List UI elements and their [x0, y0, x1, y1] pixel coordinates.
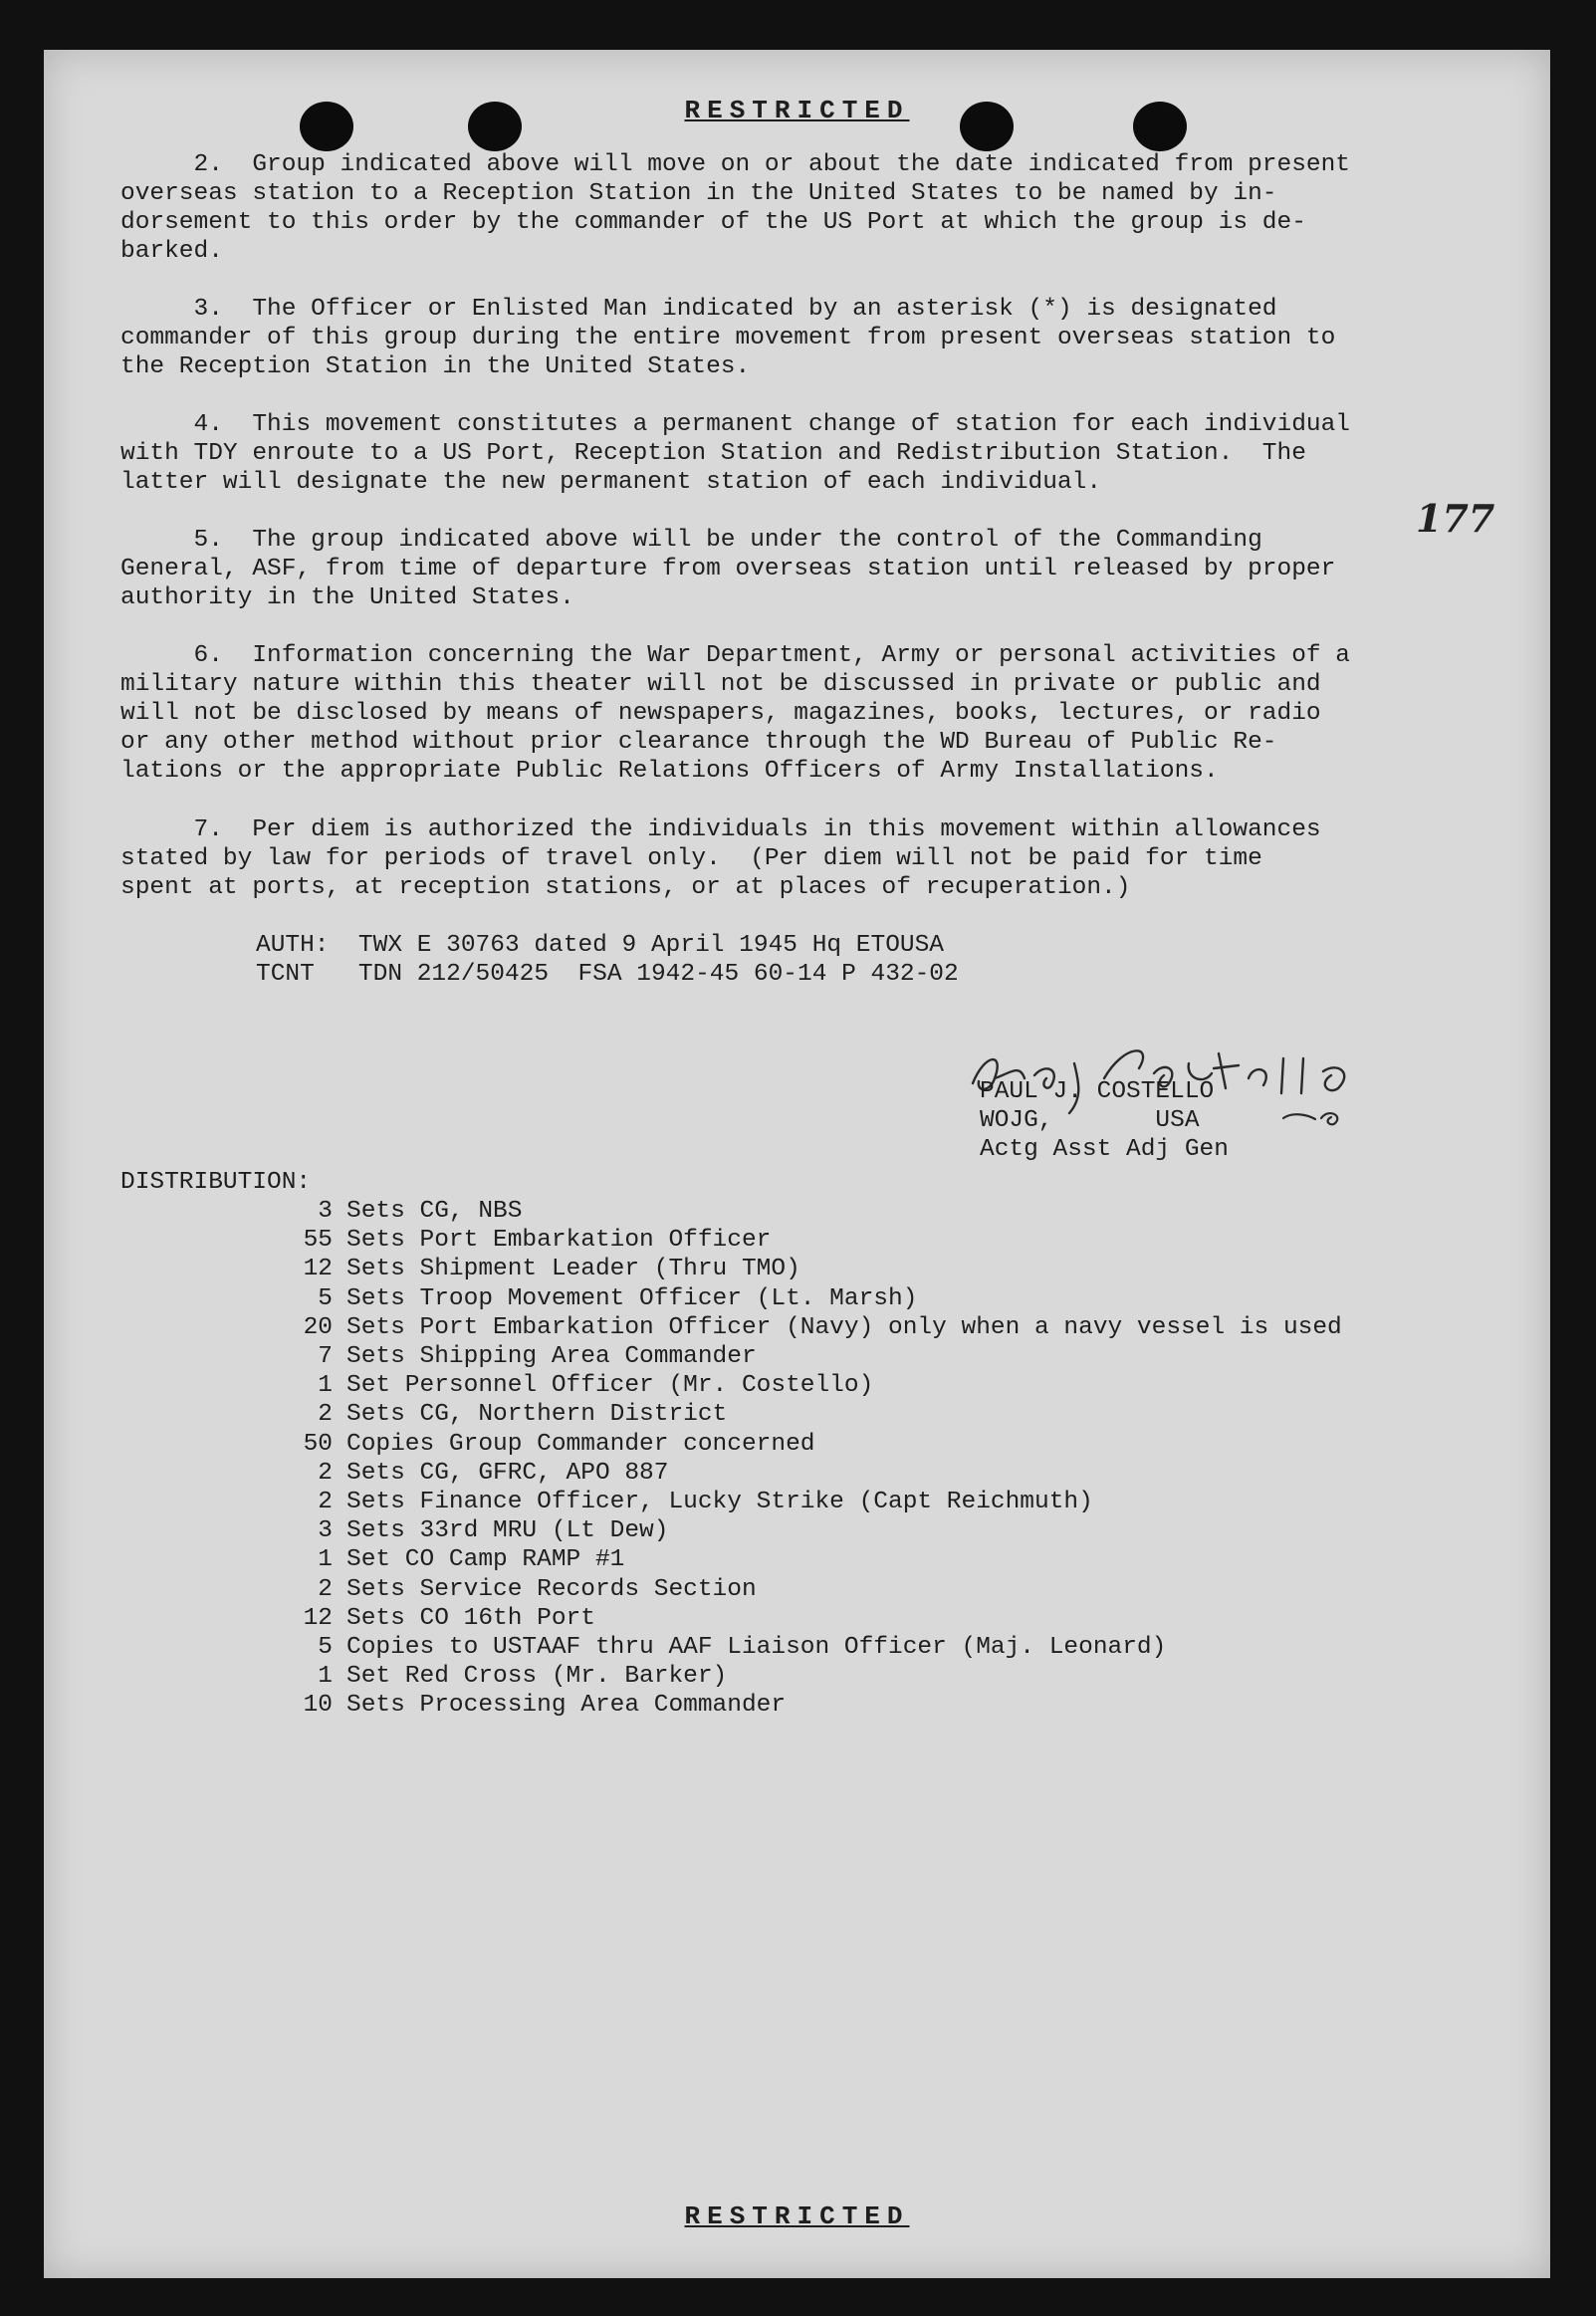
- dist-count: 3: [318, 1517, 333, 1545]
- paragraph-7: 7. Per diem is authorized the individuals in this movement within allowances stated by law for periods of travel only. (Per diem will not be paid for time spent at ports, at reception stations, or at places of recuperation.): [120, 816, 1321, 901]
- list-item: [283, 1604, 1342, 1633]
- dist-text: Sets CO 16th Port: [346, 1604, 595, 1632]
- paragraph-4: 4. This movement constitutes a permanent change of station for each individual with TDY enroute to a US Port, Reception Station and Redistribution Station. The latter will designate the new permanent station of each individual.: [120, 411, 1351, 496]
- dist-text: Set Personnel Officer (Mr. Costello): [346, 1372, 874, 1400]
- dist-text: Sets Shipping Area Commander: [346, 1343, 757, 1371]
- dist-count: 12: [303, 1256, 333, 1283]
- signature-block: PAUL J. COSTELLO WOJG, USA Actg Asst Adj Gen: [980, 1078, 1229, 1163]
- dist-count: 1: [318, 1546, 333, 1574]
- paragraph-3: 3. The Officer or Enlisted Man indicated by an asterisk (*) is designated commander of this group during the entire movement from present overseas station to the Reception Station in the United States.: [120, 296, 1336, 380]
- dist-text: Sets Finance Officer, Lucky Strike (Capt Reichmuth): [346, 1489, 1093, 1516]
- list-item: [283, 1430, 1342, 1459]
- dist-count: 1: [318, 1372, 333, 1400]
- dist-text: Sets Troop Movement Officer (Lt. Marsh): [346, 1284, 918, 1312]
- dist-count: 5: [318, 1284, 333, 1312]
- dist-count: 12: [303, 1604, 333, 1632]
- dist-count: 1: [318, 1663, 333, 1691]
- list-item: [283, 1662, 1342, 1691]
- distribution-list: [283, 1197, 1342, 1721]
- dist-text: Sets Shipment Leader (Thru TMO): [346, 1256, 800, 1283]
- paragraph-2: 2. Group indicated above will move on or about the date indicated from present overseas station to a Reception Station in the United States to be named by in- dorsement to this order by the commander of the US Port at which the group is de- barked.: [120, 151, 1351, 265]
- list-item: [283, 1342, 1342, 1371]
- dist-count: 10: [303, 1692, 333, 1720]
- dist-count: 2: [318, 1575, 333, 1603]
- dist-text: Sets Service Records Section: [346, 1575, 757, 1603]
- list-item: [283, 1284, 1342, 1313]
- list-item: [283, 1545, 1342, 1574]
- dist-count: 50: [303, 1430, 333, 1458]
- list-item: [283, 1691, 1342, 1720]
- dist-count: 2: [318, 1459, 333, 1487]
- dist-text: Copies to USTAAF thru AAF Liaison Officer (Maj. Leonard): [346, 1634, 1167, 1662]
- page-number: 177: [1416, 496, 1495, 541]
- dist-count: 55: [303, 1227, 333, 1255]
- classification-header: RESTRICTED: [684, 96, 910, 125]
- dist-text: Sets Port Embarkation Officer (Navy) only when a navy vessel is used: [346, 1313, 1342, 1341]
- authority-block: AUTH: TWX E 30763 dated 9 April 1945 Hq ETOUSA TCNT TDN 212/50425 FSA 1942-45 60-14 P 432-02: [256, 932, 959, 988]
- dist-count: 20: [303, 1313, 333, 1341]
- dist-text: Set Red Cross (Mr. Barker): [346, 1663, 728, 1691]
- dist-text: Sets CG, Northern District: [346, 1401, 728, 1429]
- list-item: [283, 1371, 1342, 1400]
- list-item: [283, 1226, 1342, 1255]
- dist-count: 5: [318, 1634, 333, 1662]
- dist-text: Copies Group Commander concerned: [346, 1430, 815, 1458]
- dist-count: 7: [318, 1343, 333, 1371]
- list-item: [283, 1633, 1342, 1662]
- list-item: [283, 1197, 1342, 1226]
- dist-text: Sets Processing Area Commander: [346, 1692, 787, 1720]
- list-item: [283, 1400, 1342, 1429]
- dist-text: Sets 33rd MRU (Lt Dew): [346, 1517, 669, 1545]
- dist-text: Set CO Camp RAMP #1: [346, 1546, 625, 1574]
- list-item: [283, 1575, 1342, 1604]
- paragraph-6: 6. Information concerning the War Department, Army or personal activities of a military nature within this theater will not be discussed in private or public and will not be disclosed by means of newspapers, magazines, books, lectures, or radio or any other method without prior clearance through the WD Bureau of Public Re- lations or the appropriate Public Relations Officers of Army Installations.: [120, 642, 1351, 785]
- dist-count: 3: [318, 1198, 333, 1225]
- dist-text: Sets CG, NBS: [346, 1198, 523, 1225]
- classification-footer: RESTRICTED: [684, 2201, 910, 2231]
- distribution-title: DISTRIBUTION:: [120, 1169, 312, 1196]
- list-item: [283, 1313, 1342, 1342]
- document-page: [44, 50, 1550, 2278]
- list-item: [283, 1459, 1342, 1488]
- dist-text: Sets Port Embarkation Officer: [346, 1227, 772, 1255]
- dist-count: 2: [318, 1489, 333, 1516]
- list-item: [283, 1516, 1342, 1545]
- dist-text: Sets CG, GFRC, APO 887: [346, 1459, 669, 1487]
- paragraph-5: 5. The group indicated above will be under the control of the Commanding General, ASF, from time of departure from overseas station until released by proper authority in the United States.: [120, 527, 1336, 611]
- dist-count: 2: [318, 1401, 333, 1429]
- list-item: [283, 1255, 1342, 1283]
- list-item: [283, 1488, 1342, 1516]
